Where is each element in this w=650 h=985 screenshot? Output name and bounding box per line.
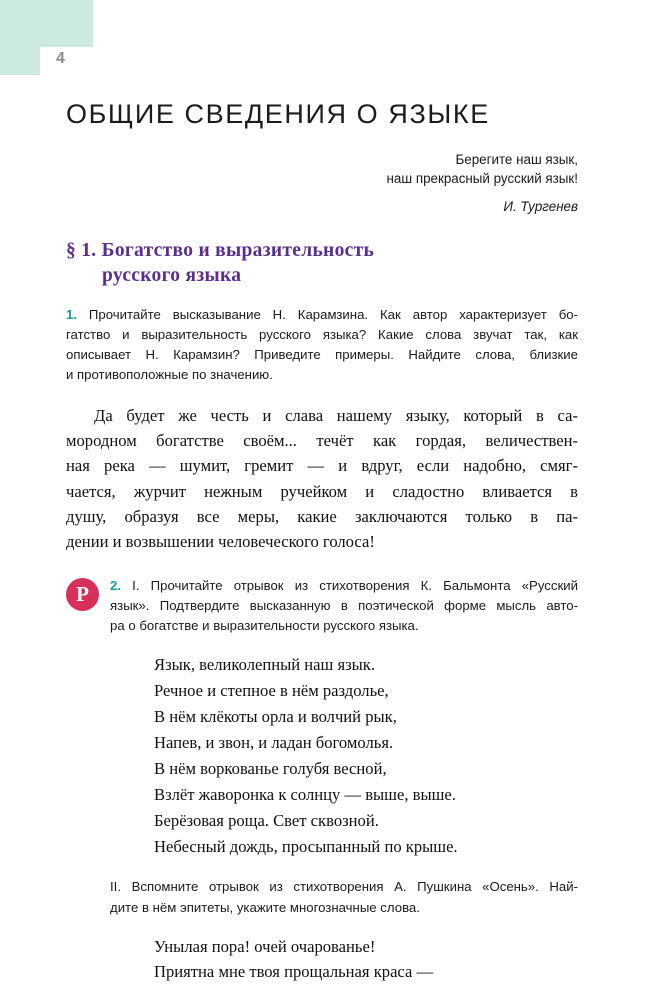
karamzin-quote (66, 403, 578, 554)
section-heading (66, 238, 578, 289)
poem-balmont (66, 652, 578, 859)
exercise-1-line-1 (66, 305, 578, 325)
karamzin-quote-line-6: дении и возвышении человеческого голоса! (66, 532, 375, 552)
exercise-2-line-2: язык». Подтвердите высказанную в поэтической форме мысль авто- (110, 598, 578, 614)
exercise-2 (66, 576, 578, 636)
part-two-body (110, 877, 578, 917)
epigraph-line-1: Берегите наш язык, (455, 151, 578, 167)
exercise-2-line-1 (110, 576, 578, 596)
poem-pushkin (66, 934, 578, 985)
exercise-1-number: 1. (66, 306, 77, 322)
exercise-2-text-1: I. Прочитайте отрывок из стихотворения К. Бальмонта «Русский (132, 578, 578, 594)
exercise-1-body (66, 305, 578, 385)
epigraph-line-2: наш прекрасный русский язык! (386, 170, 578, 186)
poem-balmont-verse-3: В нём клёкоты орла и волчий рык, (154, 707, 397, 727)
decorative-corner-notch (40, 47, 93, 75)
exercise-2-line-3: ра о богатстве и выразительности русского языка. (110, 618, 419, 634)
page-number: 4 (56, 50, 65, 67)
poem-balmont-verse-1: Язык, великолепный наш язык. (154, 655, 375, 675)
speech-development-badge-icon: Р (66, 578, 99, 611)
part-two-line-1: II. Вспомните отрывок из стихотворения А. Пушкина «Осень». Най- (110, 879, 578, 895)
poem-balmont-verse-5: В нём воркованье голубя весной, (154, 758, 387, 778)
poem-balmont-verse-6: Взлёт жаворонка к солнцу — выше, выше. (154, 784, 456, 804)
part-two-line-2: дите в нём эпитеты, укажите многозначные слова. (110, 899, 420, 915)
karamzin-quote-line-5: душу, образуя все меры, какие заключаются только в па- (66, 506, 578, 526)
section-heading-line-2: русского языка (102, 265, 242, 287)
exercise-1-line-2: гатство и выразительность русского языка? Какие слова звучат так, как (66, 326, 578, 342)
karamzin-quote-line-4: чается, журчит нежным ручейком и сладостно вливается в (66, 481, 578, 501)
poem-pushkin-verse-1: Унылая пора! очей очарованье! (154, 936, 376, 956)
exercise-1-text-1: Прочитайте высказывание Н. Карамзина. Как автор характеризует бо- (88, 306, 578, 322)
exercise-2-number: 2. (110, 578, 121, 594)
exercise-1-line-4: и противоположные по значению. (66, 366, 273, 382)
poem-balmont-verse-2: Речное и степное в нём раздолье, (154, 681, 389, 701)
exercise-1-line-3: описывает Н. Карамзин? Приведите примеры. Найдите слова, близкие (66, 346, 578, 362)
karamzin-quote-line-1: Да будет же честь и слава нашему языку, который в са- (94, 405, 578, 425)
page-title: ОБЩИЕ СВЕДЕНИЯ О ЯЗЫКЕ (66, 99, 490, 130)
karamzin-quote-line-2: мородном богатстве своём... течёт как гордая, величествен- (66, 431, 578, 451)
exercise-2-body (110, 576, 578, 636)
section-heading-line-1: § 1. Богатство и выразительность (66, 239, 375, 261)
epigraph (66, 150, 578, 216)
part-two (66, 877, 578, 917)
poem-pushkin-verse-2: Приятна мне твоя прощальная краса — (154, 962, 434, 982)
karamzin-quote-line-3: ная река — шумит, гремит — и вдруг, если надобно, смяг- (66, 456, 578, 476)
poem-balmont-verse-4: Напев, и звон, и ладан богомолья. (154, 733, 394, 753)
page-content (66, 82, 578, 985)
poem-balmont-verse-8: Небесный дождь, просыпанный по крыше. (154, 836, 458, 856)
decorative-corner-block (0, 0, 93, 75)
epigraph-author: И. Тургенев (503, 198, 578, 214)
poem-balmont-verse-7: Берёзовая роща. Свет сквозной. (154, 810, 379, 830)
exercise-1 (66, 305, 578, 385)
